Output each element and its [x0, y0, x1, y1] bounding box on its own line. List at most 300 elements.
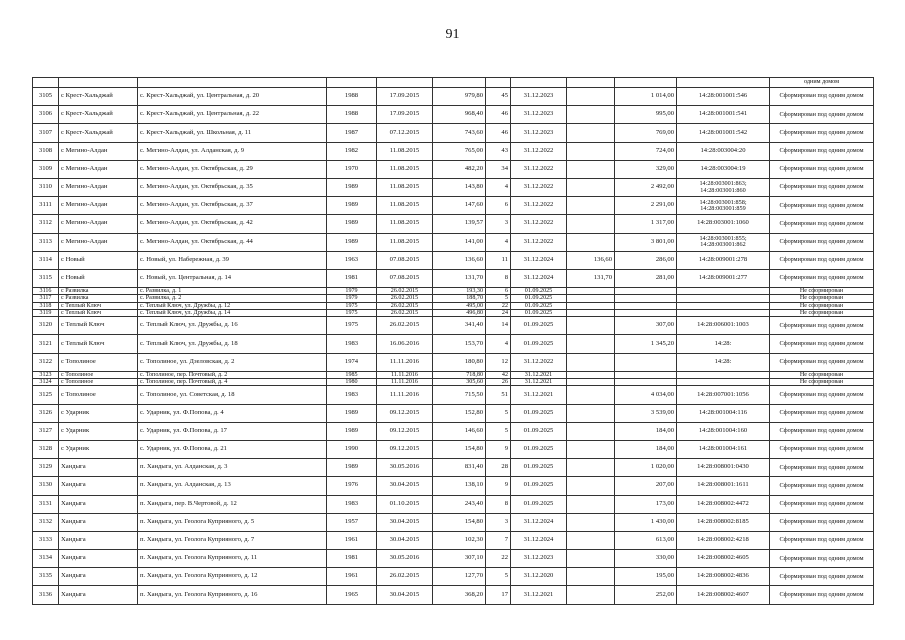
cell-cadastre: 14:28:008002:4605 [677, 550, 770, 568]
cell-count: 5 [486, 295, 511, 302]
cell-count: 4 [486, 335, 511, 353]
cell-value: 3 801,00 [615, 233, 677, 251]
cell-deadline: 31.12.2022 [511, 353, 567, 371]
cell-deadline: 31.12.2023 [511, 88, 567, 106]
cell-cadastre: 14:28:003001:858; 14:28:003001:859 [677, 197, 770, 215]
cell-extra [567, 531, 615, 549]
cell-settlement: с Новый [59, 269, 138, 287]
cell-value: 995,00 [615, 106, 677, 124]
cell-year: 1989 [327, 459, 377, 477]
cell-id: 3130 [33, 477, 59, 495]
cell-value: 184,00 [615, 440, 677, 458]
cell-cadastre: 14:28:003001:855; 14:28:003001:862 [677, 233, 770, 251]
cell-date: 11.08.2015 [377, 178, 433, 196]
cell-cadastre: 14:28:001001:546 [677, 88, 770, 106]
cell-id: 3105 [33, 88, 59, 106]
table-row [33, 459, 874, 477]
cell-deadline: 31.12.2021 [511, 371, 567, 378]
cell-extra [567, 160, 615, 178]
cell-year: 1989 [327, 178, 377, 196]
table-row [33, 371, 874, 378]
cell-date: 07.08.2015 [377, 269, 433, 287]
cell-extra [567, 309, 615, 316]
cell-cadastre: 14:28:003004:20 [677, 142, 770, 160]
table-row [33, 379, 874, 386]
cell-cadastre: 14:28:008002:8185 [677, 513, 770, 531]
cell-id: 3113 [33, 233, 59, 251]
cell-deadline: 31.12.2022 [511, 233, 567, 251]
cell-extra [567, 142, 615, 160]
cell-area: 139,57 [433, 215, 486, 233]
cell-address: с. Развилка, д. 2 [138, 295, 327, 302]
cell-count: 45 [486, 88, 511, 106]
cell-status: Сформирован под одним домом [770, 495, 874, 513]
cell-status: Сформирован под одним домом [770, 142, 874, 160]
cell-count: 3 [486, 513, 511, 531]
cell-count: 4 [486, 178, 511, 196]
cell-count: 11 [486, 251, 511, 269]
table-row [33, 568, 874, 586]
cell-year: 1961 [327, 531, 377, 549]
cell-id: 3132 [33, 513, 59, 531]
cell-id: 3115 [33, 269, 59, 287]
cell-id: 3127 [33, 422, 59, 440]
cell-settlement: с Новый [59, 251, 138, 269]
table-row [33, 477, 874, 495]
cell-deadline: 31.12.2022 [511, 215, 567, 233]
cell-area: 138,10 [433, 477, 486, 495]
cell-extra [567, 379, 615, 386]
cell-cadastre [677, 295, 770, 302]
cell-value [615, 371, 677, 378]
cell-address: с. Теплый Ключ, ул. Дружбы, д. 14 [138, 309, 327, 316]
cell-count: 5 [486, 404, 511, 422]
cell-settlement: с Ударник [59, 440, 138, 458]
cell-count: 12 [486, 353, 511, 371]
cell-cadastre: 14:28:001004:116 [677, 404, 770, 422]
cell-settlement: Хандыга [59, 513, 138, 531]
cell-id: 3116 [33, 288, 59, 295]
cell-settlement: с Крест-Хальджай [59, 124, 138, 142]
cell-status: Сформирован под одним домом [770, 550, 874, 568]
cell-settlement: с Ударник [59, 404, 138, 422]
cell-year: 1982 [327, 142, 377, 160]
cell-address: с. Тополиное, ул. Дзеловская, д. 2 [138, 353, 327, 371]
cell-settlement: с Развилка [59, 288, 138, 295]
cell-extra [567, 404, 615, 422]
cell-year: 1989 [327, 404, 377, 422]
cell-value [615, 302, 677, 309]
table-row [33, 317, 874, 335]
table-row [33, 106, 874, 124]
cell-count: 46 [486, 106, 511, 124]
cell-value: 769,00 [615, 124, 677, 142]
cell-area: 831,40 [433, 459, 486, 477]
cell-id: 3133 [33, 531, 59, 549]
cell-date: 30.04.2015 [377, 586, 433, 604]
cell-count: 8 [486, 269, 511, 287]
cell-settlement: с Мегино-Алдан [59, 178, 138, 196]
cell-extra [567, 288, 615, 295]
cell-id: 3111 [33, 197, 59, 215]
cell-deadline: 01.09.2025 [511, 309, 567, 316]
cell-year: 1980 [327, 379, 377, 386]
cell-id: 3107 [33, 124, 59, 142]
cell-deadline: 31.12.2023 [511, 124, 567, 142]
cell-id: 3126 [33, 404, 59, 422]
cell-extra [567, 568, 615, 586]
cell-settlement: с Ударник [59, 422, 138, 440]
cell-area: 368,20 [433, 586, 486, 604]
cell-deadline: 31.12.2023 [511, 106, 567, 124]
cell-settlement: с Мегино-Алдан [59, 215, 138, 233]
cell-extra [567, 106, 615, 124]
table-body [33, 78, 874, 605]
cell-deadline: 31.12.2021 [511, 386, 567, 404]
cell-cadastre [677, 309, 770, 316]
cell-deadline: 31.12.2024 [511, 531, 567, 549]
cell-extra [567, 513, 615, 531]
cell-id: 3108 [33, 142, 59, 160]
cell-date: 09.12.2015 [377, 422, 433, 440]
cell-address: с. Ударник, ул. Ф.Попова, д. 21 [138, 440, 327, 458]
cell-count: 34 [486, 160, 511, 178]
cell-date: 11.11.2016 [377, 386, 433, 404]
cell-date: 11.08.2015 [377, 142, 433, 160]
cell-address: с. Мегино-Алдан, ул. Октябрьская, д. 29 [138, 160, 327, 178]
cell-status: Не сформирован [770, 371, 874, 378]
cell-settlement: Хандыга [59, 459, 138, 477]
cell-year: 1983 [327, 386, 377, 404]
cell-area: 143,80 [433, 178, 486, 196]
page-number: 91 [445, 27, 460, 42]
cell-id: 3106 [33, 106, 59, 124]
cell-count: 7 [486, 531, 511, 549]
cell-status: Сформирован под одним домом [770, 459, 874, 477]
cell-address: с. Мегино-Алдан, ул. Октябрьская, д. 42 [138, 215, 327, 233]
cell-address: п. Хандыга, ул. Геолога Куприяного, д. 7 [138, 531, 327, 549]
cell-deadline: 31.12.2021 [511, 586, 567, 604]
cell-year: 1989 [327, 233, 377, 251]
cell-extra [567, 233, 615, 251]
cell-year: 1975 [327, 317, 377, 335]
cell-count: 4 [486, 233, 511, 251]
cell-year: 1974 [327, 353, 377, 371]
cell-area: 968,40 [433, 106, 486, 124]
cell-date: 11.11.2016 [377, 379, 433, 386]
cell-settlement: с Теплый Ключ [59, 317, 138, 335]
cell-id: 3121 [33, 335, 59, 353]
cell-value: 724,00 [615, 142, 677, 160]
cell-area: 127,70 [433, 568, 486, 586]
cell-settlement: с Теплый Ключ [59, 335, 138, 353]
cell-extra [567, 302, 615, 309]
cell-cadastre: 14:28:006001:1003 [677, 317, 770, 335]
cell-address: с. Крест-Хальджай, ул. Центральная, д. 20 [138, 88, 327, 106]
cell-extra [567, 197, 615, 215]
cell-address: с. Ударник, ул. Ф.Попова, д. 17 [138, 422, 327, 440]
cell-area: 188,70 [433, 295, 486, 302]
cell-year: 1987 [327, 124, 377, 142]
cell-address: с. Развилка, д. 1 [138, 288, 327, 295]
cell-status: Сформирован под одним домом [770, 317, 874, 335]
cell-deadline: 01.09.2025 [511, 495, 567, 513]
cell-deadline: 31.12.2024 [511, 251, 567, 269]
cell-area: 305,60 [433, 379, 486, 386]
cell-area: 496,80 [433, 309, 486, 316]
cell-id: 3112 [33, 215, 59, 233]
cell-cadastre [677, 379, 770, 386]
cell-count: 42 [486, 371, 511, 378]
cell-cadastre: 14:28:008001:1611 [677, 477, 770, 495]
cell-value: 3 539,00 [615, 404, 677, 422]
cell-area: 180,80 [433, 353, 486, 371]
cell-value: 1 020,00 [615, 459, 677, 477]
continuation-status: одним домом [770, 78, 874, 88]
cell-settlement: с Мегино-Алдан [59, 160, 138, 178]
cell-status: Сформирован под одним домом [770, 106, 874, 124]
cell-address: с. Мегино-Алдан, ул. Октябрьская, д. 44 [138, 233, 327, 251]
cell-extra [567, 550, 615, 568]
cell-date: 26.02.2015 [377, 317, 433, 335]
cell-deadline: 01.09.2025 [511, 422, 567, 440]
cell-area: 147,60 [433, 197, 486, 215]
cell-deadline: 01.09.2025 [511, 302, 567, 309]
cell-area: 154,80 [433, 440, 486, 458]
cell-deadline: 31.12.2024 [511, 269, 567, 287]
table-row [33, 233, 874, 251]
table-row [33, 295, 874, 302]
cell-date: 09.12.2015 [377, 440, 433, 458]
cell-value [615, 379, 677, 386]
cell-area: 146,60 [433, 422, 486, 440]
cell-status: Сформирован под одним домом [770, 251, 874, 269]
cell-count: 6 [486, 197, 511, 215]
cell-count: 3 [486, 215, 511, 233]
cell-address: с. Крест-Хальджай, ул. Центральная, д. 22 [138, 106, 327, 124]
cell-value: 1 014,00 [615, 88, 677, 106]
cell-settlement: Хандыга [59, 495, 138, 513]
cell-address: п. Хандыга, ул. Алданская, д. 13 [138, 477, 327, 495]
cell-count: 17 [486, 586, 511, 604]
cell-status: Сформирован под одним домом [770, 335, 874, 353]
table-row [33, 309, 874, 316]
cell-address: с. Мегино-Алдан, ул. Октябрьская, д. 35 [138, 178, 327, 196]
cell-year: 1963 [327, 251, 377, 269]
table-row [33, 160, 874, 178]
cell-id: 3117 [33, 295, 59, 302]
cell-extra [567, 295, 615, 302]
cell-id: 3109 [33, 160, 59, 178]
cell-value [615, 353, 677, 371]
cell-cadastre: 14:28:008002:4836 [677, 568, 770, 586]
cell-count: 24 [486, 309, 511, 316]
cell-value: 2 492,00 [615, 178, 677, 196]
cell-area: 482,20 [433, 160, 486, 178]
cell-settlement: с Теплый Ключ [59, 302, 138, 309]
cell-id: 3120 [33, 317, 59, 335]
table-row [33, 495, 874, 513]
cell-date: 30.05.2016 [377, 550, 433, 568]
cell-extra [567, 422, 615, 440]
cell-date: 26.02.2015 [377, 309, 433, 316]
cell-status: Не сформирован [770, 379, 874, 386]
cell-cadastre: 14:28:001004:160 [677, 422, 770, 440]
cell-area: 743,60 [433, 124, 486, 142]
cell-address: с. Тополиное, пер. Почтовый, д. 2 [138, 371, 327, 378]
cell-cadastre [677, 371, 770, 378]
cell-value: 2 291,00 [615, 197, 677, 215]
cell-count: 9 [486, 477, 511, 495]
cell-settlement: с Мегино-Алдан [59, 197, 138, 215]
cell-cadastre: 14:28:007001:1056 [677, 386, 770, 404]
cell-area: 152,80 [433, 404, 486, 422]
cell-id: 3136 [33, 586, 59, 604]
cell-year: 1957 [327, 513, 377, 531]
cell-extra [567, 371, 615, 378]
cell-year: 1985 [327, 371, 377, 378]
cell-area: 718,80 [433, 371, 486, 378]
table-row [33, 124, 874, 142]
cell-date: 11.08.2015 [377, 197, 433, 215]
cell-status: Сформирован под одним домом [770, 215, 874, 233]
cell-date: 26.02.2015 [377, 568, 433, 586]
cell-deadline: 01.09.2025 [511, 288, 567, 295]
cell-settlement: с Теплый Ключ [59, 309, 138, 316]
cell-extra [567, 88, 615, 106]
table-row [33, 88, 874, 106]
cell-year: 1979 [327, 295, 377, 302]
cell-year: 1970 [327, 160, 377, 178]
housing-registry-table [32, 77, 874, 605]
cell-status: Сформирован под одним домом [770, 88, 874, 106]
cell-settlement: с Мегино-Алдан [59, 233, 138, 251]
cell-year: 1975 [327, 309, 377, 316]
cell-status: Сформирован под одним домом [770, 477, 874, 495]
cell-year: 1976 [327, 477, 377, 495]
cell-area: 307,10 [433, 550, 486, 568]
cell-deadline: 31.12.2022 [511, 178, 567, 196]
table-row [33, 531, 874, 549]
cell-address: с. Крест-Хальджай, ул. Школьная, д. 11 [138, 124, 327, 142]
cell-status: Сформирован под одним домом [770, 269, 874, 287]
cell-date: 11.08.2015 [377, 233, 433, 251]
cell-status: Сформирован под одним домом [770, 353, 874, 371]
cell-value [615, 309, 677, 316]
cell-value: 330,00 [615, 550, 677, 568]
cell-year: 1989 [327, 197, 377, 215]
cell-extra [567, 440, 615, 458]
cell-address: с. Тополиное, ул. Советская, д. 18 [138, 386, 327, 404]
cell-status: Сформирован под одним домом [770, 233, 874, 251]
cell-address: с. Теплый Ключ, ул. Дружбы, д. 16 [138, 317, 327, 335]
cell-cadastre: 14:28: [677, 353, 770, 371]
cell-address: п. Хандыга, ул. Геолога Куприяного, д. 11 [138, 550, 327, 568]
cell-status: Сформирован под одним домом [770, 160, 874, 178]
cell-status: Не сформирован [770, 302, 874, 309]
cell-deadline: 31.12.2022 [511, 142, 567, 160]
cell-id: 3123 [33, 371, 59, 378]
cell-area: 102,30 [433, 531, 486, 549]
cell-cadastre: 14:28:008002:4607 [677, 586, 770, 604]
cell-cadastre: 14:28:009001:278 [677, 251, 770, 269]
cell-count: 28 [486, 459, 511, 477]
cell-id: 3134 [33, 550, 59, 568]
table-row [33, 251, 874, 269]
cell-address: п. Хандыга, ул. Геолога Куприяного, д. 5 [138, 513, 327, 531]
cell-address: п. Хандыга, пер. В.Чертовой, д. 12 [138, 495, 327, 513]
cell-address: с. Тополиное, пер. Почтовый, д. 4 [138, 379, 327, 386]
cell-id: 3114 [33, 251, 59, 269]
cell-count: 14 [486, 317, 511, 335]
cell-deadline: 01.09.2025 [511, 295, 567, 302]
cell-id: 3125 [33, 386, 59, 404]
table-row [33, 422, 874, 440]
cell-status: Сформирован под одним домом [770, 513, 874, 531]
cell-settlement: с Развилка [59, 295, 138, 302]
cell-area: 154,80 [433, 513, 486, 531]
cell-value: 195,00 [615, 568, 677, 586]
cell-settlement: Хандыга [59, 568, 138, 586]
table-row [33, 386, 874, 404]
cell-id: 3122 [33, 353, 59, 371]
cell-date: 11.08.2015 [377, 160, 433, 178]
cell-count: 22 [486, 302, 511, 309]
cell-count: 5 [486, 422, 511, 440]
cell-deadline: 31.12.2020 [511, 568, 567, 586]
table-row [33, 288, 874, 295]
cell-value: 173,00 [615, 495, 677, 513]
cell-area: 243,40 [433, 495, 486, 513]
cell-year: 1983 [327, 495, 377, 513]
cell-year: 1988 [327, 106, 377, 124]
cell-year: 1989 [327, 422, 377, 440]
continuation-row [33, 78, 874, 88]
cell-area: 715,50 [433, 386, 486, 404]
cell-year: 1961 [327, 568, 377, 586]
cell-extra [567, 586, 615, 604]
cell-settlement: с Тополиное [59, 353, 138, 371]
cell-address: с. Теплый Ключ, ул. Дружбы, д. 18 [138, 335, 327, 353]
cell-settlement: Хандыга [59, 477, 138, 495]
cell-cadastre: 14:28:008002:4218 [677, 531, 770, 549]
cell-extra [567, 459, 615, 477]
cell-status: Не сформирован [770, 309, 874, 316]
cell-date: 17.09.2015 [377, 106, 433, 124]
cell-status: Сформирован под одним домом [770, 568, 874, 586]
cell-count: 5 [486, 568, 511, 586]
cell-settlement: с Крест-Хальджай [59, 106, 138, 124]
cell-count: 6 [486, 288, 511, 295]
cell-year: 1975 [327, 302, 377, 309]
cell-address: п. Хандыга, ул. Алданская, д. 3 [138, 459, 327, 477]
cell-address: с. Мегино-Алдан, ул. Октябрьская, д. 37 [138, 197, 327, 215]
cell-count: 46 [486, 124, 511, 142]
cell-address: с. Новый, ул. Набережная, д. 39 [138, 251, 327, 269]
cell-cadastre: 14:28:003004:19 [677, 160, 770, 178]
cell-deadline: 31.12.2023 [511, 550, 567, 568]
cell-cadastre: 14:28:008002:4472 [677, 495, 770, 513]
cell-date: 30.05.2016 [377, 459, 433, 477]
cell-value: 1 317,00 [615, 215, 677, 233]
cell-settlement: с Тополиное [59, 379, 138, 386]
cell-status: Не сформирован [770, 288, 874, 295]
table-row [33, 353, 874, 371]
cell-value: 207,00 [615, 477, 677, 495]
cell-value [615, 288, 677, 295]
cell-cadastre: 14:28:001004:161 [677, 440, 770, 458]
cell-date: 26.02.2015 [377, 295, 433, 302]
